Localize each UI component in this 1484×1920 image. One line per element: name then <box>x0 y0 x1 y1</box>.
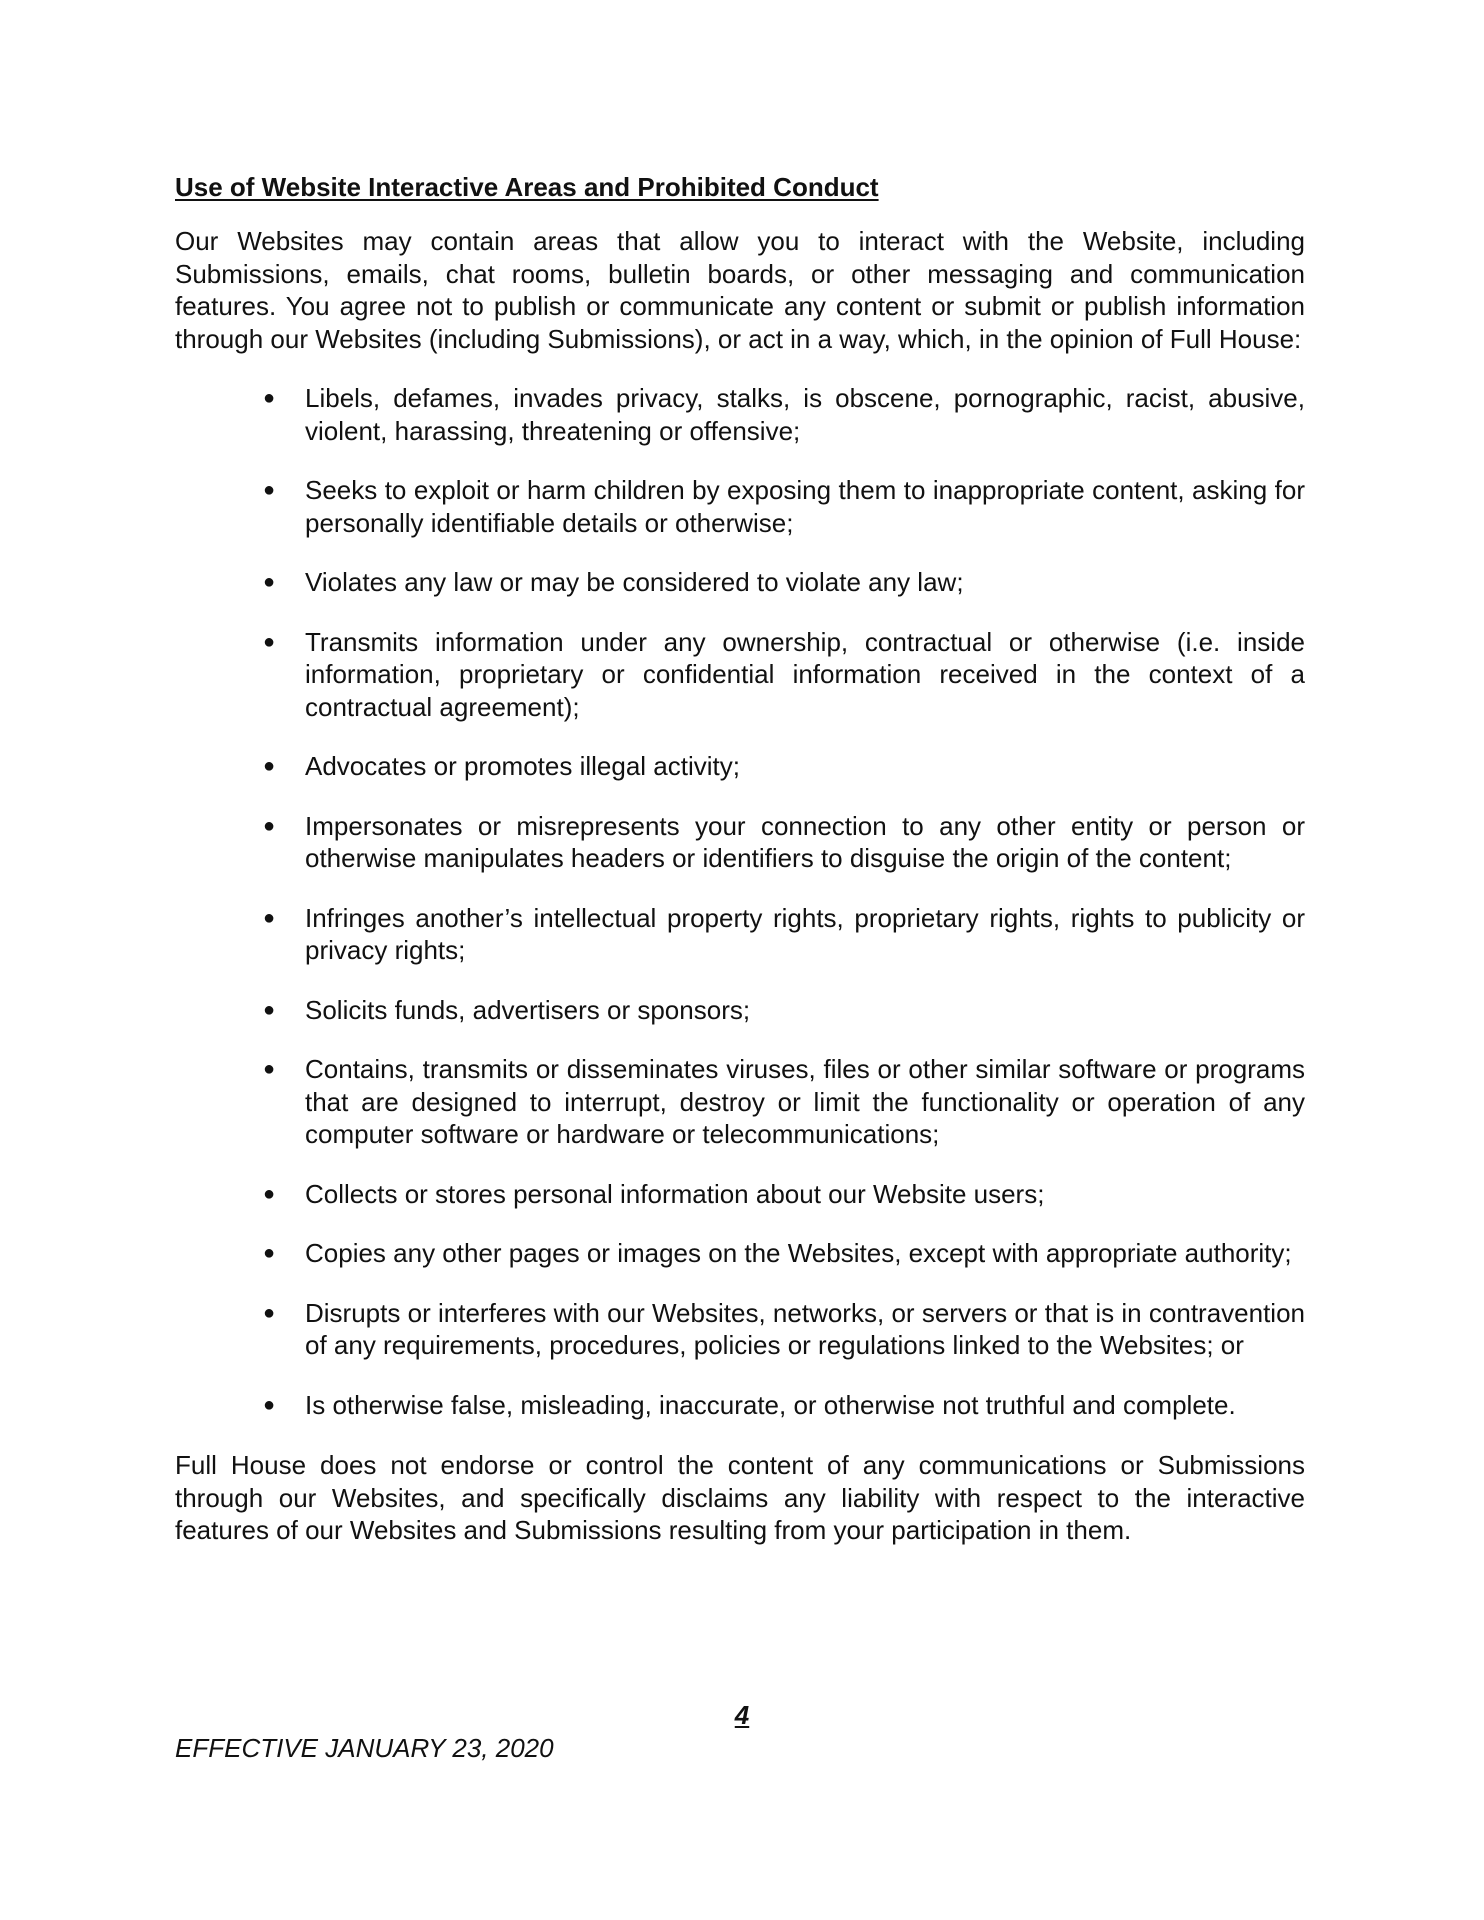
list-item <box>175 1237 1305 1270</box>
bullet-icon: ● <box>263 479 276 502</box>
bullet-icon: ● <box>263 387 276 410</box>
closing-paragraph: Full House does not endorse or control the content of any communications or Submissions through our Websites, and specifically disclaims any liability with respect to the interactive features of our Websites and Submissions resulting from your participation in them. <box>175 1450 1305 1546</box>
section-heading: Use of Website Interactive Areas and Prohibited Conduct <box>175 172 879 202</box>
list-item-text: Advocates or promotes illegal activity; <box>305 751 740 782</box>
bullet-icon: ● <box>263 630 276 653</box>
bullet-icon: ● <box>263 814 276 837</box>
list-item-text: Disrupts or interferes with our Websites, networks, or servers or that is in contravention of any requirements, procedures, policies or regulations linked to the Websites; or <box>305 1297 1305 1361</box>
list-item <box>175 1053 1305 1151</box>
list-item-text: Transmits information under any ownership, contractual or otherwise (i.e. inside information, proprietary or confidential information received in the context of a contractual agreement); <box>305 626 1305 722</box>
bullet-icon: ● <box>263 1058 276 1081</box>
list-item <box>175 474 1305 539</box>
list-item-text: Infringes another’s intellectual property rights, proprietary rights, rights to publicity or privacy rights; <box>305 902 1305 966</box>
bullet-icon: ● <box>263 1393 276 1416</box>
list-item-text: Copies any other pages or images on the Websites, except with appropriate authority; <box>305 1238 1292 1269</box>
bullet-icon: ● <box>263 1301 276 1324</box>
list-item-text: Is otherwise false, misleading, inaccurate, or otherwise not truthful and complete. <box>305 1389 1236 1420</box>
list-item-text: Libels, defames, invades privacy, stalks, is obscene, pornographic, racist, abusive, violent, harassing, threatening or offensive; <box>305 383 1305 446</box>
list-item-text: Collects or stores personal information about our Website users; <box>305 1178 1045 1209</box>
list-item-text: Impersonates or misrepresents your connection to any other entity or person or otherwise manipulates headers or identifiers to disguise the origin of the content; <box>305 810 1305 874</box>
bullet-icon: ● <box>263 755 276 778</box>
page-number: 4 <box>734 1700 750 1730</box>
prohibited-conduct-list <box>175 382 1305 1421</box>
list-item-text: Contains, transmits or disseminates viruses, files or other similar software or programs that are designed to interrupt, destroy or limit the functionality or operation of any computer software or hardware or telecommunications; <box>305 1054 1305 1150</box>
list-item <box>175 994 1305 1027</box>
list-item-text: Solicits funds, advertisers or sponsors; <box>305 994 751 1025</box>
list-item <box>175 750 1305 783</box>
bullet-icon: ● <box>263 998 276 1021</box>
bullet-icon: ● <box>263 906 276 929</box>
list-item <box>175 1297 1305 1362</box>
list-item <box>175 626 1305 724</box>
list-item-text: Violates any law or may be considered to violate any law; <box>305 567 964 598</box>
list-item <box>175 566 1305 599</box>
list-item <box>175 810 1305 875</box>
effective-date-footer: EFFECTIVE JANUARY 23, 2020 <box>175 1733 554 1763</box>
list-item <box>175 1389 1305 1422</box>
bullet-icon: ● <box>263 1182 276 1205</box>
list-item <box>175 902 1305 967</box>
bullet-icon: ● <box>263 571 276 594</box>
list-item <box>175 382 1305 447</box>
page-content <box>175 172 1305 1547</box>
list-item <box>175 1178 1305 1211</box>
intro-paragraph: Our Websites may contain areas that allow you to interact with the Website, including Submissions, emails, chat rooms, bulletin boards, or other messaging and communication features. You agree not to publish or communicate any content or submit or publish information through our Websites (including Submissions), or act in a way, which, in the opinion of Full House: <box>175 226 1305 354</box>
list-item-text: Seeks to exploit or harm children by exposing them to inappropriate content, asking for personally identifiable details or otherwise; <box>305 475 1305 538</box>
bullet-icon: ● <box>263 1242 276 1265</box>
